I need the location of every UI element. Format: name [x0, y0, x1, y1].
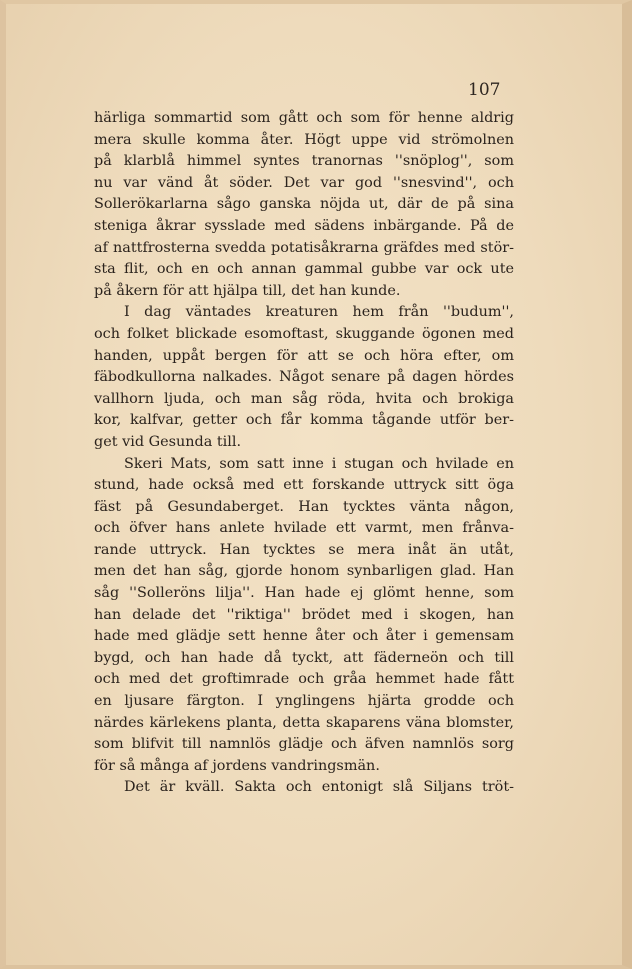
- paragraph: [94, 777, 514, 799]
- text-line: handen, uppåt bergen för att se och höra efter, om: [94, 347, 514, 364]
- text-line: kor, kalfvar, getter och får komma tågande utför ber-: [94, 412, 514, 429]
- text-line: han delade det ''riktiga'' brödet med i skogen, han: [94, 606, 514, 623]
- text-line: såg ''Solleröns lilja''. Han hade ej glömt henne, som: [94, 585, 514, 602]
- text-line: get vid Gesunda till.: [94, 433, 242, 450]
- text-line: men det han såg, gjorde honom synbarligen glad. Han: [94, 563, 514, 580]
- text-line: rande uttryck. Han tycktes se mera inåt än utåt,: [94, 541, 514, 558]
- paragraph: [94, 454, 514, 778]
- text-line: I dag väntades kreaturen hem från ''budum'',: [124, 304, 514, 321]
- text-line: fäst på Gesundaberget. Han tycktes vänta någon,: [94, 498, 514, 515]
- text-line: steniga åkrar sysslade med sädens inbärgande. På de: [94, 217, 514, 234]
- body-text: [94, 108, 514, 799]
- paragraph: [94, 302, 514, 453]
- text-line: för så många af jordens vandringsmän.: [94, 757, 380, 774]
- text-line: stund, hade också med ett forskande uttryck sitt öga: [94, 477, 514, 494]
- text-line: och öfver hans anlete hvilade ett varmt, men frånva-: [94, 520, 514, 537]
- text-line: Det är kväll. Sakta och entonigt slå Siljans tröt-: [124, 779, 514, 796]
- page-number: 107: [468, 80, 501, 100]
- text-line: nu var vänd åt söder. Det var god ''snesvind'', och: [94, 174, 514, 191]
- paragraph: [94, 108, 514, 302]
- text-line: och folket blickade esomoftast, skuggande ögonen med: [94, 325, 514, 342]
- text-line: som blifvit till namnlös glädje och äfven namnlös sorg: [94, 736, 514, 753]
- text-line: mera skulle komma åter. Högt uppe vid strömolnen: [94, 131, 514, 148]
- text-line: Skeri Mats, som satt inne i stugan och hvilade en: [124, 455, 514, 472]
- text-line: vallhorn ljuda, och man såg röda, hvita och brokiga: [94, 390, 514, 407]
- text-line: bygd, och han hade då tyckt, att fäderneön och till: [94, 649, 514, 666]
- text-line: närdes kärlekens planta, detta skaparens väna blomster,: [94, 714, 514, 731]
- text-line: en ljusare färgton. I ynglingens hjärta grodde och: [94, 693, 514, 710]
- text-line: Sollerökarlarna sågo ganska nöjda ut, där de på sina: [94, 196, 514, 213]
- text-line: af nattfrosterna svedda potatisåkrarna gräfdes med stör-: [94, 239, 514, 256]
- text-line: på klarblå himmel syntes tranornas ''snöplog'', som: [94, 153, 514, 170]
- text-line: och med det groftimrade och gråa hemmet hade fått: [94, 671, 514, 688]
- text-line: hade med glädje sett henne åter och åter i gemensam: [94, 628, 514, 645]
- text-line: sta flit, och en och annan gammal gubbe var ock ute: [94, 261, 514, 278]
- text-line: på åkern för att hjälpa till, det han kunde.: [94, 282, 401, 299]
- text-line: härliga sommartid som gått och som för henne aldrig: [94, 110, 514, 126]
- text-line: fäbodkullorna nalkades. Något senare på dagen hördes: [94, 369, 514, 386]
